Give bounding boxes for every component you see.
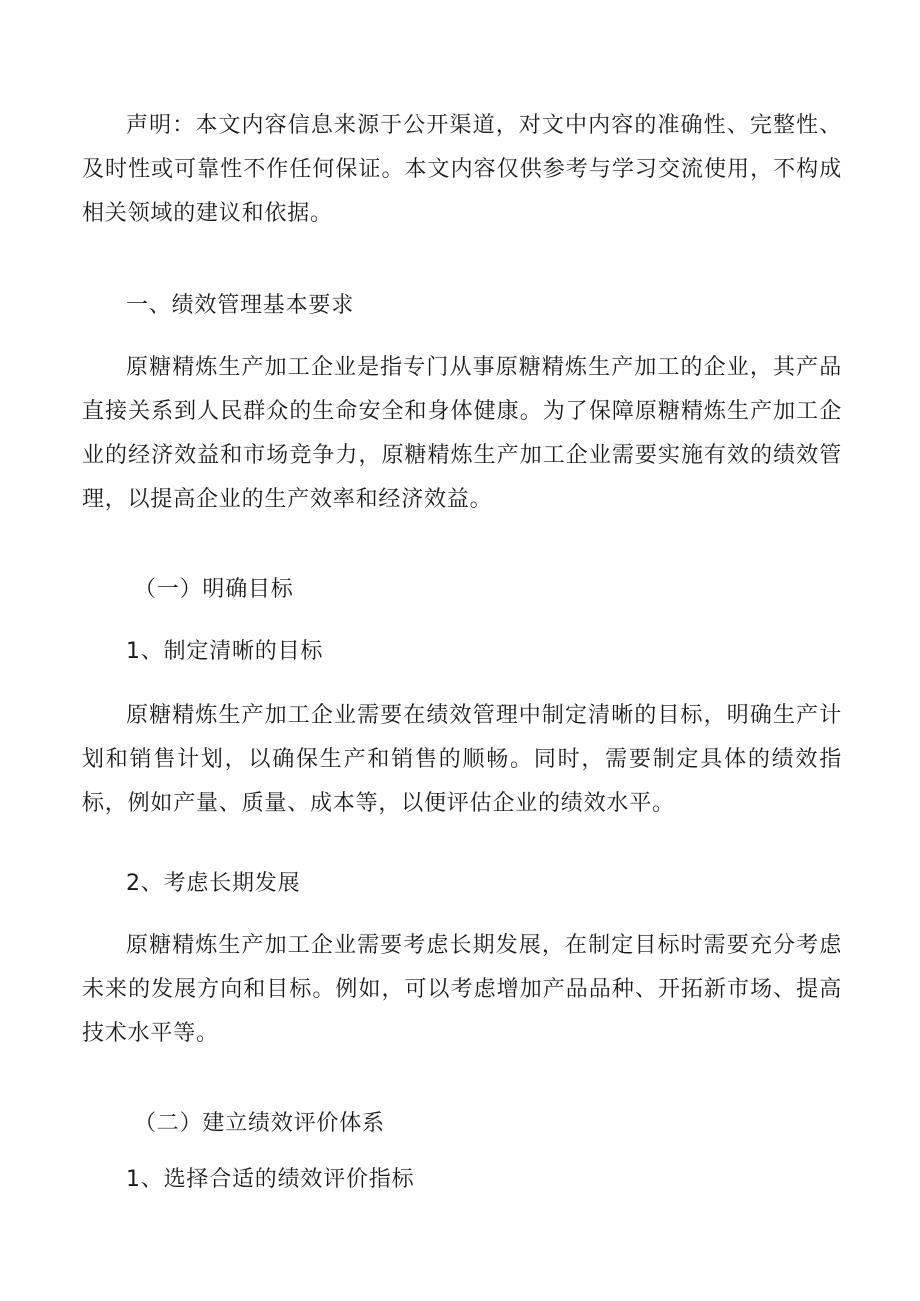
item-heading-2: 2、考虑长期发展: [126, 871, 301, 896]
disclaimer-paragraph: 声明：本文内容信息来源于公开渠道，对文中内容的准确性、完整性、及时性或可靠性不作任何保证。本文内容仅供参考与学习交流使用，不构成相关领域的建议和依据。: [82, 113, 842, 226]
item-heading-1: 1、制定清晰的目标: [126, 639, 324, 664]
item-1-paragraph: 原糖精炼生产加工企业需要在绩效管理中制定清晰的目标，明确生产计划和销售计划，以确保生产和销售的顺畅。同时，需要制定具体的绩效指标，例如产量、质量、成本等，以便评估企业的绩效水平。: [82, 703, 842, 816]
item-2-paragraph: 原糖精炼生产加工企业需要考虑长期发展，在制定目标时需要充分考虑未来的发展方向和目标。例如，可以考虑增加产品品种、开拓新市场、提高技术水平等。: [82, 933, 842, 1046]
subsection-heading-1: （一）明确目标: [134, 577, 294, 602]
subsection-heading-2: （二）建立绩效评价体系: [134, 1111, 385, 1136]
section-1-intro-paragraph: 原糖精炼生产加工企业是指专门从事原糖精炼生产加工的企业，其产品直接关系到人民群众的生命安全和身体健康。为了保障原糖精炼生产加工企业的经济效益和市场竞争力，原糖精炼生产加工企业需要实施有效的绩效管理，以提高企业的生产效率和经济效益。: [82, 355, 842, 512]
item-heading-3: 1、选择合适的绩效评价指标: [126, 1167, 415, 1192]
section-heading-1: 一、绩效管理基本要求: [126, 293, 355, 318]
